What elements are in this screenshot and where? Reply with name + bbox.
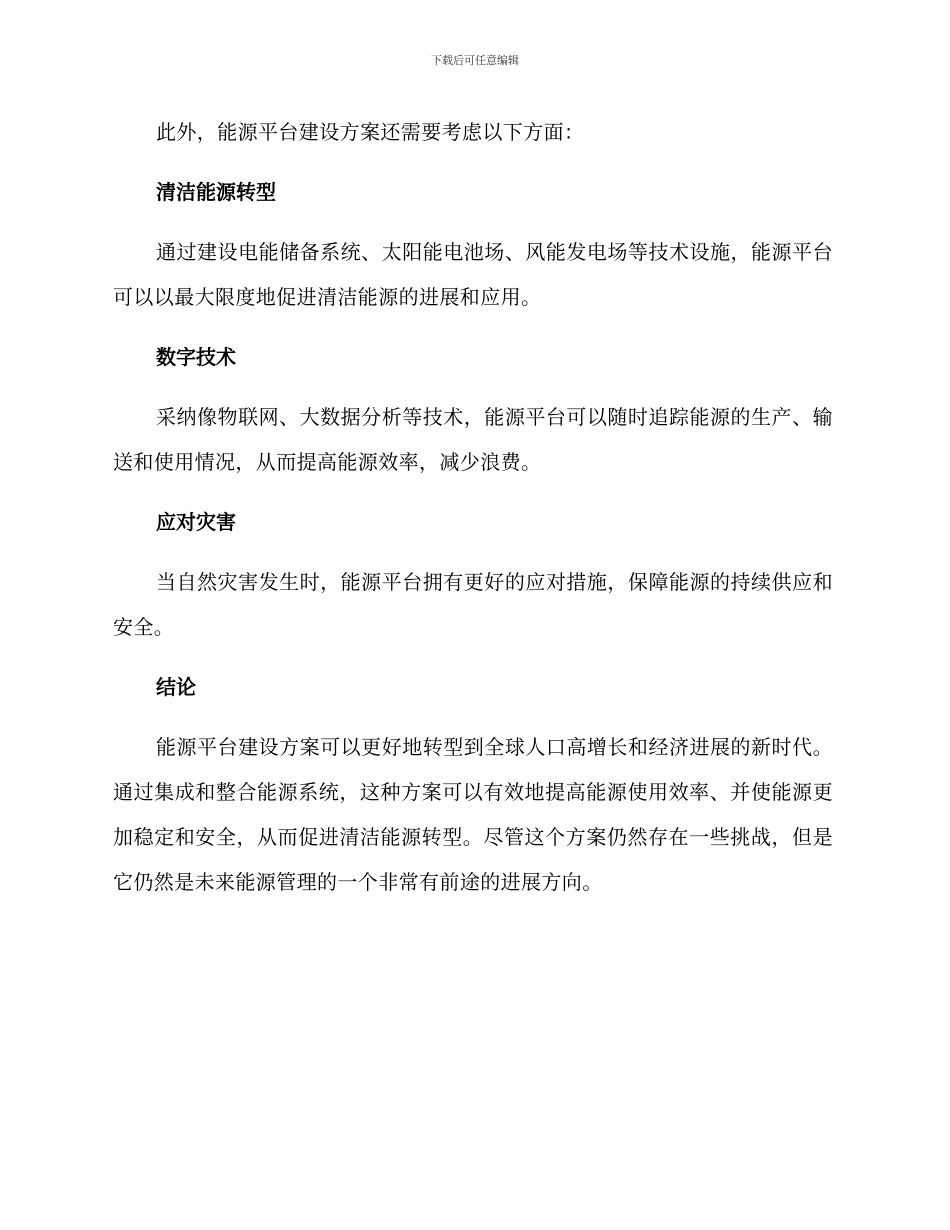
section-heading-clean-energy: 清洁能源转型: [156, 180, 276, 204]
page-header: 下载后可任意编辑: [431, 54, 519, 67]
document-body: [113, 110, 833, 920]
section-body-digital-tech: 采纳像物联网、大数据分析等技术，能源平台可以随时追踪能源的生产、输送和使用情况，从而提高能源效率，减少浪费。: [113, 405, 833, 474]
section-body-clean-energy: 通过建设电能储备系统、太阳能电池场、风能发电场等技术设施，能源平台可以以最大限度地促进清洁能源的进展和应用。: [113, 240, 833, 309]
section-heading-digital-tech: 数字技术: [156, 345, 236, 369]
section-body-disaster-response: 当自然灾害发生时，能源平台拥有更好的应对措施，保障能源的持续供应和安全。: [113, 570, 833, 639]
section-heading-disaster-response: 应对灾害: [156, 510, 236, 534]
intro-paragraph: 此外，能源平台建设方案还需要考虑以下方面：: [156, 120, 585, 144]
section-body-conclusion: 能源平台建设方案可以更好地转型到全球人口高增长和经济进展的新时代。通过集成和整合能源系统，这种方案可以有效地提高能源使用效率、并使能源更加稳定和安全，从而促进清洁能源转型。尽管这个方案仍然存在一些挑战，但是它仍然是未来能源管理的一个非常有前途的进展方向。: [113, 735, 833, 894]
section-heading-conclusion: 结论: [156, 675, 196, 699]
